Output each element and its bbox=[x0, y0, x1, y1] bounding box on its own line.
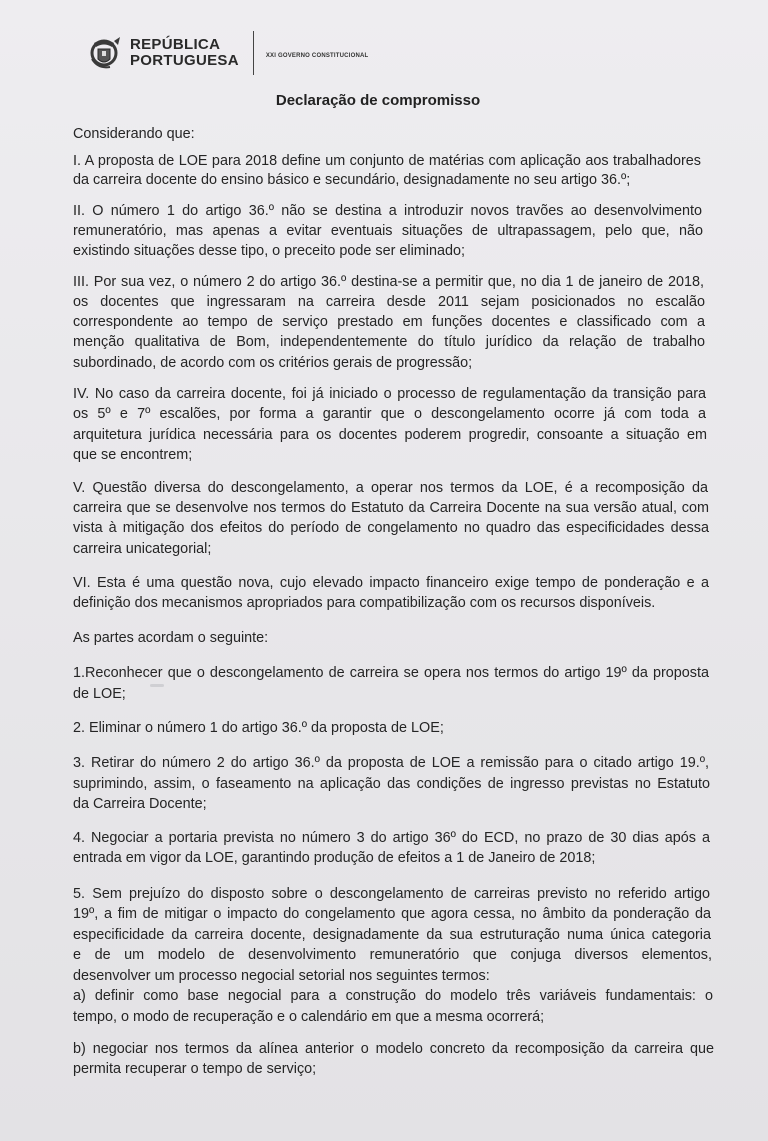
text-line: os docentes que ingressaram na carreira desde 2011 sejam posicionados no escalão bbox=[73, 294, 705, 310]
text-line: 3. Retirar do número 2 do artigo 36.º da proposta de LOE a remissão para o citado artigo 19.º, bbox=[73, 755, 709, 771]
government-label: XXI GOVERNO CONSTITUCIONAL bbox=[265, 53, 369, 59]
text-line: Considerando que: bbox=[73, 126, 195, 142]
text-line: suprimindo, assim, o faseamento na aplicação das condições de ingresso previstas no Estatuto bbox=[73, 776, 710, 792]
letterhead bbox=[88, 28, 368, 78]
text-line: V. Questão diversa do descongelamento, a operar nos termos da LOE, é a recomposição da bbox=[73, 480, 708, 496]
text-line: remuneratório, mas apenas a evitar eventuais situações de ultrapassagem, pelo que, não bbox=[73, 223, 703, 239]
text-line: menção qualitativa de Bom, independentemente do título jurídico da relação de trabalho bbox=[73, 334, 705, 350]
text-line: a) definir como base negocial para a construção do modelo três variáveis fundamentais: o bbox=[73, 988, 713, 1004]
text-line: da carreira docente do ensino básico e secundário, designadamente no seu artigo 36.º; bbox=[73, 172, 631, 188]
text-line: de LOE; bbox=[73, 686, 126, 702]
text-line: III. Por sua vez, o número 2 do artigo 36.º destina-se a permitir que, no dia 1 de janeiro de 2018, bbox=[73, 274, 704, 290]
text-line: b) negociar nos termos da alínea anterior o modelo concreto da recomposição da carreira que bbox=[73, 1041, 714, 1057]
text-line: carreira que se desenvolve nos termos do Estatuto da Carreira Docente na sua versão atual, com bbox=[73, 500, 709, 516]
republic-line-1: REPÚBLICA bbox=[130, 36, 221, 53]
text-line: tempo, o modo de recuperação e o calendário em que a mesma ocorrerá; bbox=[73, 1009, 545, 1025]
text-line: 4. Negociar a portaria prevista no número 3 do artigo 36º do ECD, no prazo de 30 dias após a bbox=[73, 830, 710, 846]
text-line: subordinado, de acordo com os critérios gerais de progressão; bbox=[73, 355, 473, 371]
text-line: vista à mitigação dos efeitos do período de congelamento no quadro das especificidades dessa bbox=[73, 520, 709, 536]
republic-line-2: PORTUGUESA bbox=[130, 52, 239, 69]
republic-wordmark bbox=[130, 37, 239, 69]
text-line: IV. No caso da carreira docente, foi já iniciado o processo de regulamentação da transição para bbox=[73, 386, 706, 402]
text-line: II. O número 1 do artigo 36.º não se destina a introduzir novos travões ao desenvolvimento bbox=[73, 203, 702, 219]
text-line: As partes acordam o seguinte: bbox=[73, 630, 269, 646]
text-line: que se encontrem; bbox=[73, 447, 193, 463]
text-line: entrada em vigor da LOE, garantindo produção de efeitos a 1 de Janeiro de 2018; bbox=[73, 850, 596, 866]
text-line: desenvolver um processo negocial setorial nos seguintes termos: bbox=[73, 968, 490, 984]
text-line: da Carreira Docente; bbox=[73, 796, 207, 812]
text-line: arquitetura jurídica necessária para os docentes poderem progredir, consoante a situação em bbox=[73, 427, 707, 443]
text-line: permita recuperar o tempo de serviço; bbox=[73, 1061, 317, 1077]
text-line: os 5º e 7º escalões, por forma a garantir que o descongelamento ocorre já com toda a bbox=[73, 406, 706, 422]
text-line: especificidade da carreira docente, designadamente da sua estruturação numa única categoria bbox=[73, 927, 711, 943]
text-line: VI. Esta é uma questão nova, cujo elevado impacto financeiro exige tempo de ponderação e a bbox=[73, 575, 709, 591]
text-line: correspondente ao tempo de serviço prestado em funções docentes e classificado com a bbox=[73, 314, 705, 330]
text-line: 19º, a fim de mitigar o impacto do congelamento que agora cessa, no âmbito da ponderação da bbox=[73, 906, 711, 922]
coat-of-arms-icon bbox=[88, 33, 124, 73]
text-line: e de um modelo de desenvolvimento remuneratório que conjuga diversos elementos, bbox=[73, 947, 712, 963]
text-line: carreira unicategorial; bbox=[73, 541, 212, 557]
text-line: definição dos mecanismos apropriados para compatibilização com os recursos disponíveis. bbox=[73, 595, 656, 611]
text-line: 2. Eliminar o número 1 do artigo 36.º da proposta de LOE; bbox=[73, 720, 444, 736]
text-line: existindo situações desse tipo, o preceito pode ser eliminado; bbox=[73, 243, 465, 259]
text-line: 5. Sem prejuízo do disposto sobre o descongelamento de carreiras previsto no referido artigo bbox=[73, 886, 710, 902]
paper-smudge bbox=[150, 684, 164, 687]
header-divider bbox=[253, 31, 254, 75]
document-title: Declaração de compromisso bbox=[275, 92, 481, 109]
text-line: I. A proposta de LOE para 2018 define um conjunto de matérias com aplicação aos trabalhadores bbox=[73, 153, 701, 169]
text-line: 1.Reconhecer que o descongelamento de carreira se opera nos termos do artigo 19º da proposta bbox=[73, 665, 709, 681]
